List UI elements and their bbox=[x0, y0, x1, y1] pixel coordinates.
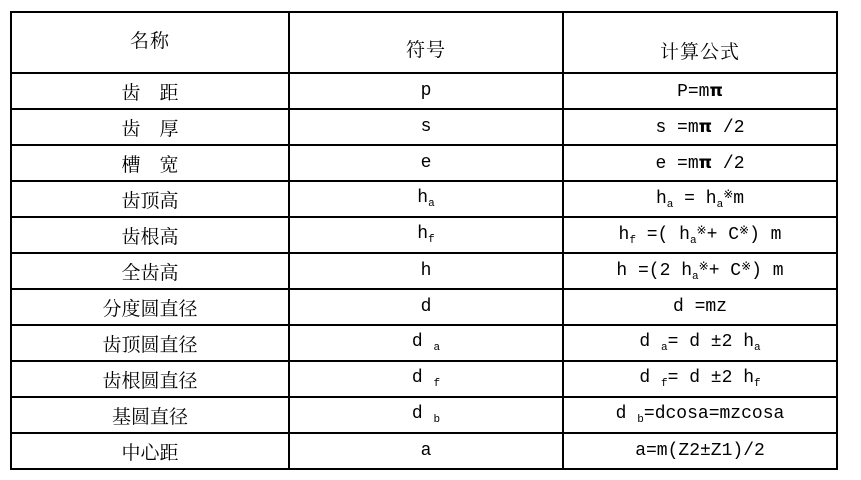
formula-segment: a bbox=[420, 441, 432, 461]
name-cell: 齿根圆直径 bbox=[11, 361, 289, 397]
formula-segment: f bbox=[754, 378, 761, 390]
table-row bbox=[11, 397, 837, 433]
formula-segment: = h bbox=[673, 189, 717, 209]
formula-segment: + C bbox=[708, 261, 742, 281]
formula-cell bbox=[563, 361, 837, 397]
formula-cell bbox=[563, 397, 837, 433]
formula-segment: d bbox=[411, 368, 434, 388]
formula-segment: a bbox=[689, 235, 697, 247]
formula-cell bbox=[563, 433, 837, 469]
formula-segment: h bbox=[417, 188, 429, 208]
header-row bbox=[11, 12, 837, 73]
formula-segment: d bbox=[639, 368, 661, 388]
formula-segment: π bbox=[698, 152, 713, 173]
formula-segment: s =m bbox=[655, 117, 699, 138]
name-cell: 分度圆直径 bbox=[11, 289, 289, 325]
formula-segment: h bbox=[618, 225, 630, 245]
formula-segment: e =m bbox=[655, 153, 699, 174]
table-row bbox=[11, 325, 837, 361]
table-row bbox=[11, 361, 837, 397]
formula-segment: a bbox=[692, 271, 699, 283]
formula-segment: d bbox=[411, 332, 434, 352]
table-row bbox=[11, 253, 837, 289]
formula-segment: a bbox=[660, 342, 668, 354]
symbol-cell bbox=[289, 433, 563, 469]
symbol-cell bbox=[289, 289, 563, 325]
name-cell: 齿顶圆直径 bbox=[11, 325, 289, 361]
formula-segment: b bbox=[433, 414, 441, 426]
formula-segment: ※ bbox=[723, 188, 734, 202]
symbol-cell bbox=[289, 145, 563, 181]
formula-segment: + C bbox=[706, 225, 740, 245]
table-row bbox=[11, 181, 837, 217]
formula-segment: s bbox=[420, 117, 432, 137]
symbol-cell bbox=[289, 325, 563, 361]
formula-segment: d =mz bbox=[672, 297, 727, 317]
formula-cell bbox=[563, 217, 837, 253]
column-header-symbol: 符号 bbox=[289, 12, 563, 73]
table-row bbox=[11, 109, 837, 145]
formula-segment: h =(2 h bbox=[616, 261, 693, 281]
formula-cell bbox=[563, 73, 837, 109]
formula-segment: h bbox=[420, 261, 432, 281]
table-row bbox=[11, 73, 837, 109]
formula-segment: a bbox=[716, 199, 724, 211]
symbol-cell bbox=[289, 361, 563, 397]
formula-segment: f bbox=[660, 378, 668, 390]
table-header bbox=[11, 12, 837, 73]
gear-parameters-table bbox=[10, 11, 838, 470]
table-row bbox=[11, 145, 837, 181]
name-cell: 槽 宽 bbox=[11, 145, 289, 181]
formula-segment: a bbox=[666, 199, 674, 211]
symbol-cell bbox=[289, 217, 563, 253]
formula-cell bbox=[563, 145, 837, 181]
formula-segment: /2 bbox=[712, 153, 745, 174]
formula-segment: p bbox=[420, 81, 432, 101]
formula-segment: ※ bbox=[698, 260, 709, 274]
formula-segment: f bbox=[433, 378, 441, 390]
formula-segment: a bbox=[428, 198, 435, 210]
formula-cell bbox=[563, 181, 837, 217]
formula-segment: ※ bbox=[741, 260, 752, 274]
name-cell: 齿 厚 bbox=[11, 109, 289, 145]
column-header-name: 名称 bbox=[11, 12, 289, 73]
formula-segment: d bbox=[615, 404, 638, 424]
symbol-cell bbox=[289, 73, 563, 109]
table-row bbox=[11, 289, 837, 325]
symbol-cell bbox=[289, 397, 563, 433]
symbol-cell bbox=[289, 181, 563, 217]
formula-segment: d bbox=[411, 404, 434, 424]
name-cell: 全齿高 bbox=[11, 253, 289, 289]
formula-segment: = d ±2 h bbox=[667, 332, 755, 352]
formula-segment: h bbox=[655, 189, 667, 209]
formula-cell bbox=[563, 325, 837, 361]
formula-segment: a bbox=[754, 342, 761, 354]
table-row bbox=[11, 217, 837, 253]
formula-segment: P=m bbox=[677, 81, 710, 102]
formula-segment: = d ±2 h bbox=[667, 368, 755, 388]
name-cell: 齿顶高 bbox=[11, 181, 289, 217]
name-cell: 齿 距 bbox=[11, 73, 289, 109]
formula-segment: ※ bbox=[739, 224, 750, 238]
formula-cell bbox=[563, 253, 837, 289]
formula-segment: h bbox=[417, 224, 429, 244]
formula-segment: a=m(Z2±Z1)/2 bbox=[635, 441, 765, 461]
formula-segment: ) m bbox=[749, 225, 782, 245]
formula-cell bbox=[563, 289, 837, 325]
formula-segment: =( h bbox=[635, 225, 690, 245]
formula-segment: f bbox=[428, 234, 435, 246]
formula-segment: d bbox=[420, 297, 432, 317]
formula-segment: m bbox=[733, 189, 745, 209]
formula-segment: /2 bbox=[712, 117, 745, 138]
formula-segment: =dcosa=mzcosa bbox=[643, 404, 785, 424]
name-cell: 基圆直径 bbox=[11, 397, 289, 433]
column-header-formula: 计算公式 bbox=[563, 12, 837, 73]
formula-segment: a bbox=[433, 342, 441, 354]
formula-segment: ) m bbox=[751, 261, 784, 281]
formula-segment: ※ bbox=[696, 224, 707, 238]
name-cell: 齿根高 bbox=[11, 217, 289, 253]
name-cell: 中心距 bbox=[11, 433, 289, 469]
formula-segment: b bbox=[637, 414, 644, 426]
formula-segment: d bbox=[639, 332, 661, 352]
formula-segment: f bbox=[629, 235, 636, 247]
symbol-cell bbox=[289, 253, 563, 289]
formula-segment: π bbox=[709, 80, 723, 101]
formula-cell bbox=[563, 109, 837, 145]
formula-segment: e bbox=[420, 153, 432, 173]
table-row bbox=[11, 433, 837, 469]
symbol-cell bbox=[289, 109, 563, 145]
formula-segment: π bbox=[698, 116, 713, 137]
table-body bbox=[11, 73, 837, 469]
